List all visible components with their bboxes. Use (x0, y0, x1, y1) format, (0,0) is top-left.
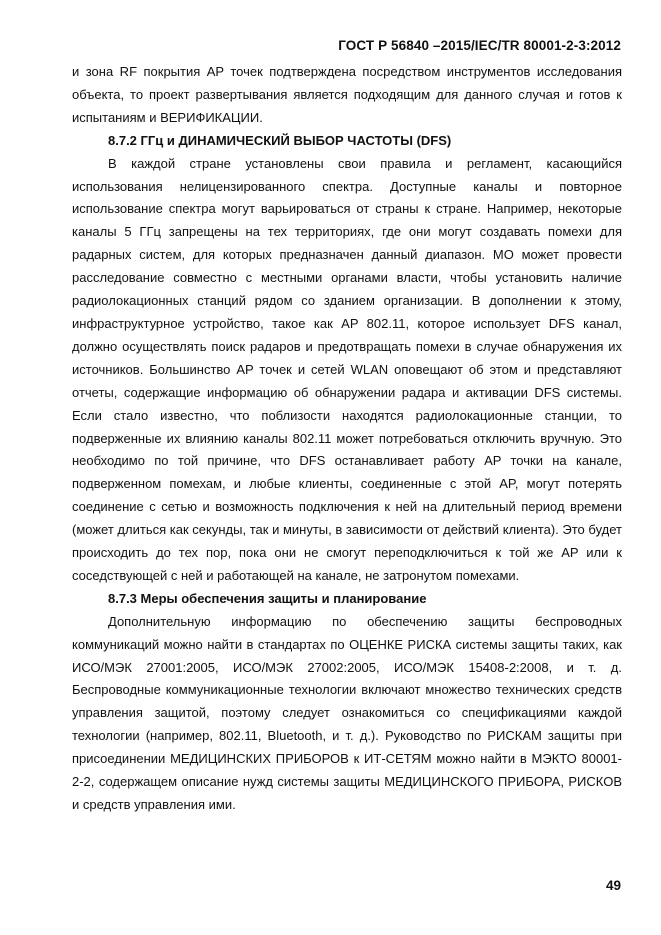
document-header: ГОСТ Р 56840 –2015/IEC/TR 80001-2-3:2012 (338, 38, 621, 53)
section-heading-8-7-2: 8.7.2 ГГц и ДИНАМИЧЕСКИЙ ВЫБОР ЧАСТОТЫ (DFS) (108, 132, 452, 148)
intro-paragraph: и зона RF покрытия AP точек подтверждена посредством инструментов исследования объекта, то проект развертывания является подходящим для данного случая и готов к испытаниям и ВЕРИФИКАЦИИ. (72, 64, 622, 125)
section-heading-8-7-3: 8.7.3 Меры обеспечения защиты и планирование (108, 590, 427, 606)
section-8-7-3-paragraph: Дополнительную информацию по обеспечению защиты беспроводных коммуникаций можно найти в стандартах по ОЦЕНКЕ РИСКА системы защиты таких, как ИСО/МЭК 27001:2005, ИСО/МЭК 27002:2005, ИСО/МЭК 15408-2:2008, и т. д. Беспроводные коммуникационные технологии включают множество технических средств управления защитой, поэтому следует ознакомиться со спецификациями каждой технологии (например, 802.11, Bluetooth, и т. д.). Руководство по РИСКАМ защиты при присоединении МЕДИЦИНСКИХ ПРИБОРОВ к ИТ-СЕТЯМ можно найти в МЭКТО 80001-2-2, содержащем описание нужд системы защиты МЕДИЦИНСКОГО ПРИБОРА, РИСКОВ и средств управления ими. (72, 613, 622, 812)
section-8-7-2-paragraph: В каждой стране установлены свои правила и регламент, касающийся использования нелицензированного спектра. Доступные каналы и повторное использование спектра могут варьироваться от страны к стране. Например, некоторые каналы 5 ГГц запрещены на тех территориях, где они могут создавать помехи для радарных систем, для которых предназначен данный диапазон. МО может провести расследование совместно с местными органами власти, чтобы установить наличие радиолокационных станций рядом со зданием организации. В дополнении к этому, инфраструктурное устройство, такое как AP 802.11, которое использует DFS канал, должно осуществлять поиск радаров и предотвращать помехи в случае обнаружения их источников. Большинство AP точек и сетей WLAN оповещают об этом и представляют отчеты, содержащие информацию об обнаружении радара и активации DFS системы. Если стало известно, что поблизости находятся радиолокационные станции, то подверженные их влиянию каналы 802.11 может потребоваться отключить вручную. Это необходимо по той причине, что DFS останавливает работу AP точки на канале, подверженном помехам, и любые клиенты, соединенные с этой AP, могут потерять соединение с сетью и возможность подключения к ней на длительный период времени (может длиться как секунды, так и минуты, в зависимости от действий клиента). Это будет происходить до тех пор, пока они не смогут переподключиться к той же AP или к соседствующей с ней и работающей на канале, не затронутом помехами. (72, 155, 622, 583)
page-number: 49 (605, 878, 621, 893)
page-body (72, 61, 622, 817)
